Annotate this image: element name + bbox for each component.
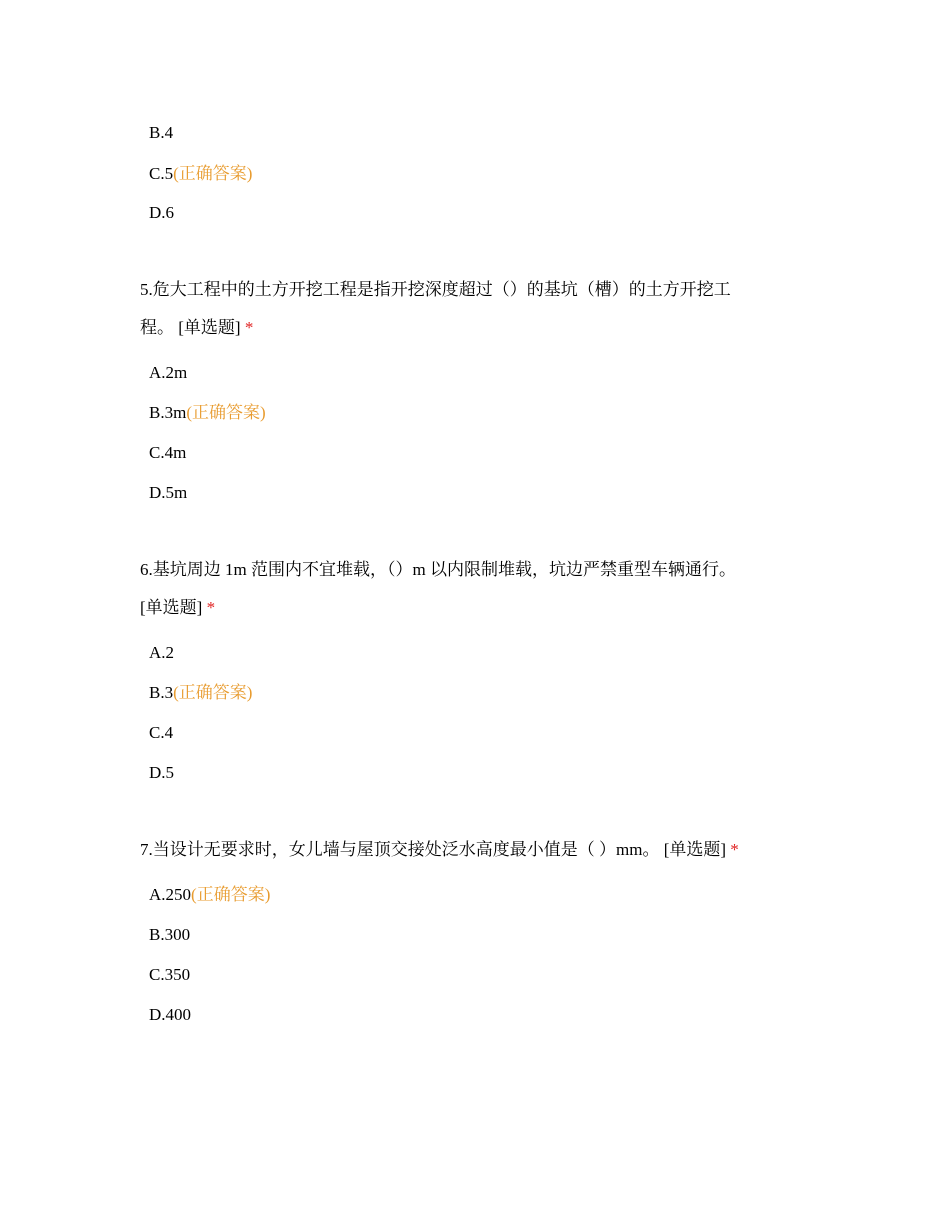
option-text: A.250	[149, 885, 192, 904]
option-c	[149, 722, 173, 744]
option-text: B.4	[149, 123, 174, 142]
question-text-line: 7.当设计无要求时，女儿墙与屋顶交接处泛水高度最小值是（ ）mm。 [单选题]	[140, 840, 727, 859]
option-text: D.6	[149, 203, 175, 222]
required-star: *	[206, 598, 216, 617]
required-star: *	[730, 840, 739, 859]
option-d	[149, 202, 174, 224]
question-type-label: 程。 [单选题]	[140, 318, 241, 337]
option-d	[149, 762, 174, 784]
option-d	[149, 1004, 191, 1026]
correct-answer-tag: (正确答案)	[173, 683, 253, 702]
option-b	[149, 682, 252, 704]
option-text: B.300	[149, 925, 191, 944]
correct-answer-tag: (正确答案)	[186, 403, 266, 422]
option-b	[149, 402, 266, 424]
option-a	[149, 884, 270, 906]
option-c	[149, 163, 252, 185]
required-star: *	[244, 318, 254, 337]
option-text: B.3	[149, 683, 174, 702]
option-a	[149, 642, 174, 664]
correct-answer-tag: (正确答案)	[191, 885, 271, 904]
option-text: A.2	[149, 643, 175, 662]
option-d	[149, 482, 187, 504]
option-a	[149, 362, 187, 384]
option-text: A.2m	[149, 363, 188, 382]
option-b	[149, 122, 173, 144]
question-5-text	[140, 279, 731, 301]
question-5-type	[140, 317, 253, 339]
correct-answer-tag: (正确答案)	[173, 164, 253, 183]
option-text: C.4	[149, 723, 174, 742]
option-text: B.3m	[149, 403, 187, 422]
option-c	[149, 964, 190, 986]
option-text: D.400	[149, 1005, 192, 1024]
option-c	[149, 442, 186, 464]
option-text: D.5m	[149, 483, 188, 502]
question-text-line: 6.基坑周边 1m 范围内不宜堆载，（）m 以内限制堆载，坑边严禁重型车辆通行。	[140, 560, 736, 579]
question-type-label: [单选题]	[140, 598, 203, 617]
option-b	[149, 924, 190, 946]
question-6-type	[140, 597, 215, 619]
option-text: C.350	[149, 965, 191, 984]
option-text: D.5	[149, 763, 175, 782]
option-text: C.5	[149, 164, 174, 183]
question-text-line: 5.危大工程中的土方开挖工程是指开挖深度超过（）的基坑（槽）的土方开挖工	[140, 280, 731, 299]
question-6-text	[140, 559, 736, 581]
option-text: C.4m	[149, 443, 187, 462]
question-7-text	[140, 839, 739, 861]
